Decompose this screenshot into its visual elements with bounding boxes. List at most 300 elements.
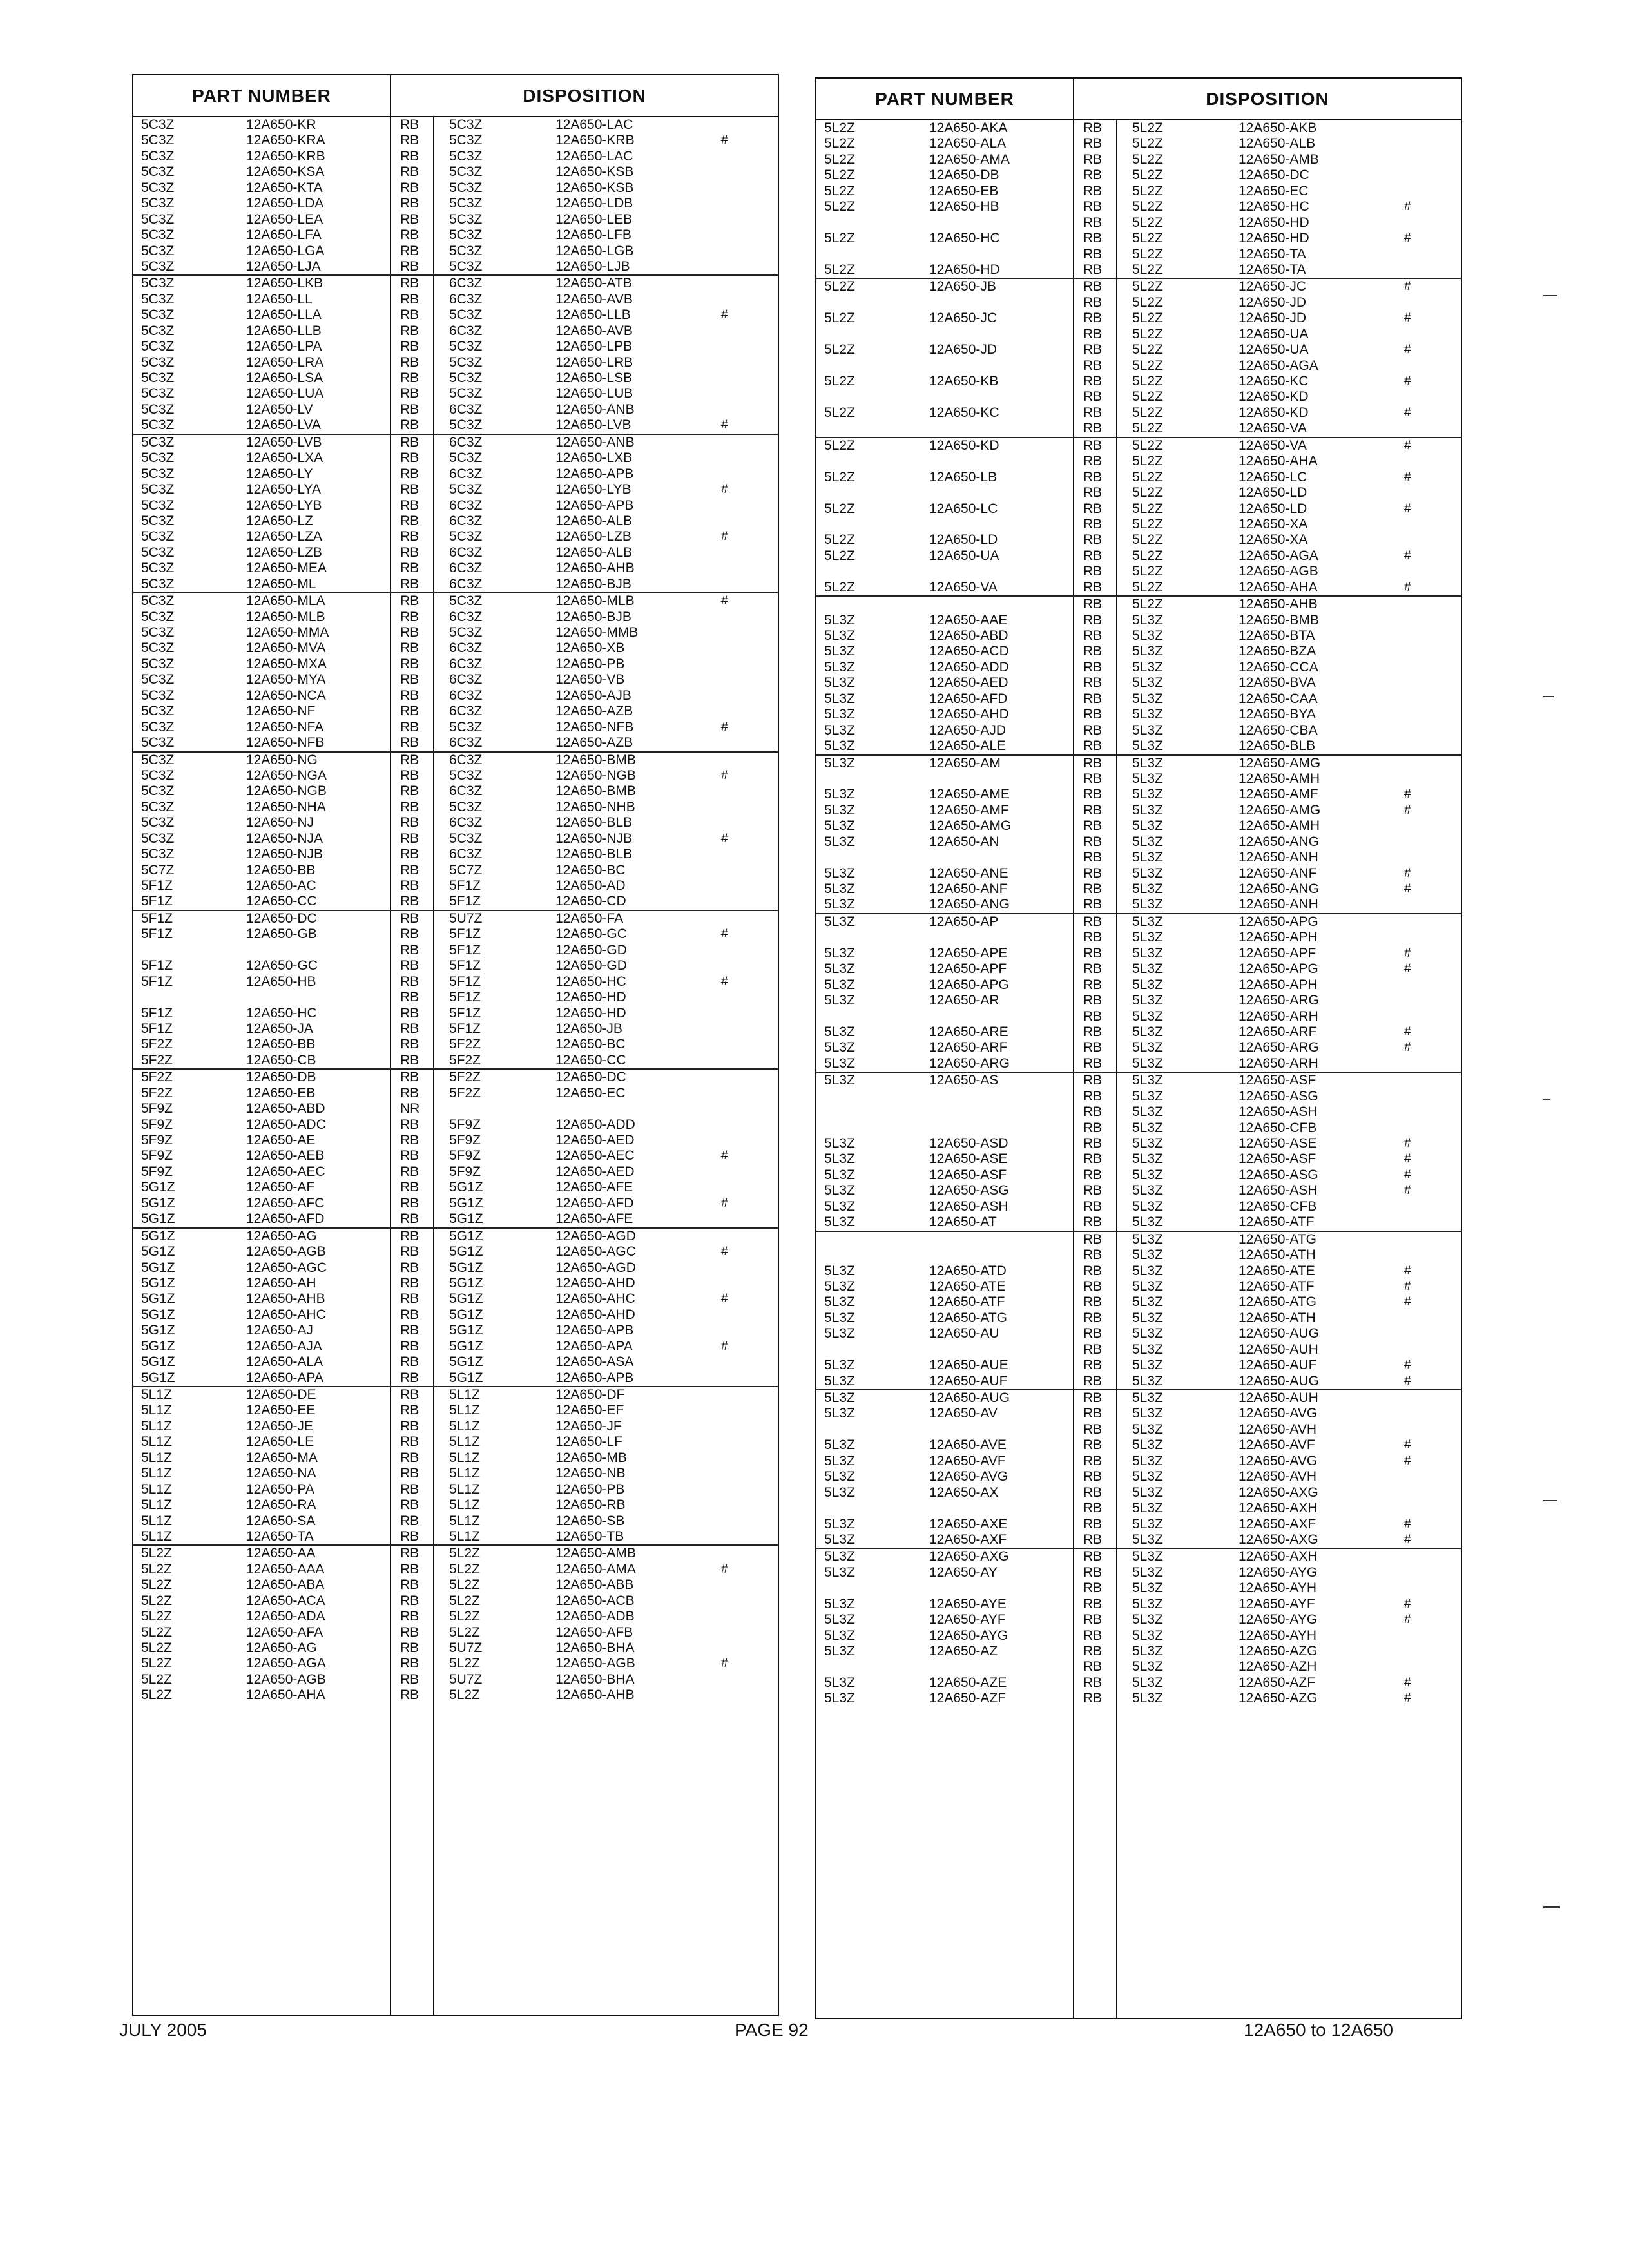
replacement-number: 12A650-AXH bbox=[1239, 1501, 1318, 1516]
disposition-code: RB bbox=[400, 1021, 419, 1036]
table-row bbox=[133, 704, 778, 719]
table-body bbox=[133, 117, 778, 2015]
note-mark: # bbox=[1404, 1675, 1411, 1689]
replacement-number: 12A650-AED bbox=[555, 1133, 635, 1148]
replacement-number: 12A650-BYA bbox=[1239, 707, 1316, 722]
disposition-code: RB bbox=[1083, 993, 1103, 1008]
replacement-prefix: 6C3Z bbox=[449, 576, 483, 591]
disposition-code: RB bbox=[400, 942, 419, 957]
replacement-number: 12A650-AHD bbox=[555, 1275, 635, 1291]
disposition-code: RB bbox=[400, 735, 419, 751]
replacement-number: 12A650-ACB bbox=[555, 1593, 635, 1608]
replacement-prefix: 5L2Z bbox=[1132, 501, 1163, 516]
disposition-code: RB bbox=[400, 894, 419, 909]
part-number: 12A650-ASE bbox=[929, 1151, 1008, 1167]
table-row bbox=[133, 435, 778, 450]
replacement-prefix: 5L3Z bbox=[1132, 1644, 1163, 1658]
part-prefix: 5L3Z bbox=[824, 1373, 855, 1389]
part-number: 12A650-BB bbox=[246, 1037, 316, 1052]
table-row bbox=[816, 470, 1461, 485]
replacement-prefix: 5L3Z bbox=[1132, 1516, 1163, 1532]
replacement-prefix: 5L2Z bbox=[1132, 358, 1163, 373]
replacement-prefix: 5C3Z bbox=[449, 180, 483, 195]
part-number: 12A650-AR bbox=[929, 993, 999, 1008]
disposition-code: RB bbox=[1083, 120, 1103, 135]
disposition-code: RB bbox=[400, 370, 419, 385]
table-row bbox=[133, 482, 778, 497]
part-prefix: 5F1Z bbox=[141, 1021, 173, 1036]
table-row bbox=[816, 152, 1461, 168]
note-mark: # bbox=[1404, 1168, 1411, 1182]
part-number: 12A650-LFA bbox=[246, 227, 322, 243]
replacement-prefix: 5C3Z bbox=[449, 799, 483, 814]
disposition-code: RB bbox=[1083, 1263, 1103, 1278]
disposition-code: RB bbox=[400, 687, 419, 703]
replacement-prefix: 5L3Z bbox=[1132, 1596, 1163, 1611]
table-row bbox=[816, 1024, 1461, 1040]
part-number: 12A650-TA bbox=[246, 1528, 314, 1544]
replacement-number: 12A650-AGD bbox=[555, 1228, 636, 1244]
replacement-prefix: 5C3Z bbox=[449, 227, 483, 243]
table-row bbox=[816, 1232, 1461, 1247]
replacement-prefix: 5L3Z bbox=[1132, 1421, 1163, 1437]
disposition-code: RB bbox=[400, 1561, 419, 1577]
replacement-prefix: 5G1Z bbox=[449, 1370, 483, 1385]
disposition-code: RB bbox=[1083, 358, 1103, 373]
part-prefix: 5L2Z bbox=[141, 1624, 172, 1640]
disposition-code: RB bbox=[400, 1148, 419, 1164]
table-row bbox=[133, 1307, 778, 1323]
part-prefix: 5L3Z bbox=[824, 834, 855, 849]
disposition-code: RB bbox=[1083, 597, 1103, 612]
replacement-prefix: 5L3Z bbox=[1132, 1469, 1163, 1485]
replacement-prefix: 5F1Z bbox=[449, 1021, 481, 1036]
replacement-prefix: 5L3Z bbox=[1132, 1088, 1163, 1104]
table-row bbox=[816, 1215, 1461, 1230]
disposition-code: RB bbox=[1083, 1341, 1103, 1357]
note-mark: # bbox=[1404, 1264, 1411, 1278]
table-row bbox=[133, 958, 778, 974]
table-row bbox=[816, 787, 1461, 802]
note-mark: # bbox=[1404, 1152, 1411, 1166]
part-prefix: 5F9Z bbox=[141, 1101, 173, 1117]
part-prefix: 5G1Z bbox=[141, 1275, 175, 1291]
replacement-prefix: 6C3Z bbox=[449, 291, 483, 307]
disposition-code: RB bbox=[1083, 1278, 1103, 1294]
note-mark: # bbox=[721, 720, 728, 734]
disposition-code: RB bbox=[400, 401, 419, 417]
replacement-number: 12A650-AYF bbox=[1239, 1596, 1315, 1611]
replacement-number: 12A650-NB bbox=[555, 1466, 626, 1481]
part-prefix: 5L1Z bbox=[141, 1466, 172, 1481]
table-row bbox=[133, 292, 778, 307]
replacement-prefix: 5F9Z bbox=[449, 1164, 481, 1179]
replacement-number: 12A650-HD bbox=[1239, 215, 1309, 230]
part-prefix: 5L1Z bbox=[141, 1513, 172, 1528]
part-prefix: 5C3Z bbox=[141, 752, 175, 767]
replacement-number: 12A650-LJB bbox=[555, 258, 630, 274]
part-prefix: 5F1Z bbox=[141, 974, 173, 989]
replacement-prefix: 5L2Z bbox=[1132, 215, 1163, 230]
table-row bbox=[133, 498, 778, 514]
disposition-code: RB bbox=[400, 752, 419, 767]
replacement-prefix: 5L2Z bbox=[1132, 597, 1163, 612]
margin-mark bbox=[1543, 1099, 1550, 1100]
replacement-number: 12A650-CC bbox=[555, 1052, 626, 1068]
table-row bbox=[816, 215, 1461, 231]
replacement-number: 12A650-LD bbox=[1239, 485, 1307, 501]
table-row bbox=[816, 374, 1461, 389]
disposition-code: RB bbox=[1083, 850, 1103, 865]
replacement-prefix: 5L3Z bbox=[1132, 1437, 1163, 1453]
part-number: 12A650-MYA bbox=[246, 672, 326, 687]
replacement-prefix: 5L1Z bbox=[449, 1403, 480, 1418]
replacement-prefix: 5L3Z bbox=[1132, 1055, 1163, 1071]
table-row bbox=[816, 977, 1461, 993]
replacement-prefix: 5L1Z bbox=[449, 1513, 480, 1528]
replacement-prefix: 5G1Z bbox=[449, 1244, 483, 1260]
disposition-code: RB bbox=[1083, 644, 1103, 659]
note-mark: # bbox=[721, 768, 728, 782]
table-row bbox=[133, 657, 778, 672]
part-number: 12A650-AMG bbox=[929, 818, 1012, 834]
replacement-number: 12A650-BVA bbox=[1239, 675, 1316, 691]
replacement-number: 12A650-AEC bbox=[555, 1148, 635, 1164]
table-row bbox=[816, 1644, 1461, 1659]
part-prefix: 5C7Z bbox=[141, 862, 175, 878]
part-number-header: PART NUMBER bbox=[816, 79, 1074, 119]
disposition-code: RB bbox=[1083, 1516, 1103, 1532]
disposition-code: RB bbox=[400, 1180, 419, 1195]
replacement-number: 12A650-KSB bbox=[555, 180, 634, 195]
disposition-code: RB bbox=[400, 307, 419, 323]
part-prefix: 5L1Z bbox=[141, 1497, 172, 1513]
row-group bbox=[133, 593, 778, 752]
part-prefix: 5C3Z bbox=[141, 704, 175, 719]
replacement-number: 12A650-CBA bbox=[1239, 722, 1318, 738]
replacement-number: 12A650-AXG bbox=[1239, 1532, 1318, 1547]
disposition-code: RB bbox=[400, 1593, 419, 1608]
row-group bbox=[133, 1546, 778, 1703]
disposition-code: RB bbox=[1083, 342, 1103, 358]
part-number: 12A650-AGA bbox=[246, 1656, 326, 1671]
part-number: 12A650-GC bbox=[246, 958, 318, 974]
table-row bbox=[133, 1164, 778, 1180]
replacement-prefix: 5L3Z bbox=[1132, 1073, 1163, 1088]
part-prefix: 5F2Z bbox=[141, 1085, 173, 1100]
table-row bbox=[133, 831, 778, 847]
disposition-code: RB bbox=[1083, 1008, 1103, 1024]
part-number: 12A650-AED bbox=[929, 675, 1008, 691]
table-row bbox=[133, 450, 778, 466]
part-prefix: 5C3Z bbox=[141, 847, 175, 862]
disposition-code: RB bbox=[1083, 1628, 1103, 1643]
table-row bbox=[816, 1374, 1461, 1389]
table-row bbox=[816, 1089, 1461, 1104]
part-number: 12A650-UA bbox=[929, 548, 999, 563]
part-number: 12A650-LB bbox=[929, 469, 998, 485]
disposition-code: RB bbox=[400, 544, 419, 560]
part-number: 12A650-ML bbox=[246, 576, 316, 591]
disposition-code: RB bbox=[1083, 897, 1103, 912]
disposition-code: RB bbox=[400, 1133, 419, 1148]
part-number: 12A650-LEA bbox=[246, 211, 323, 227]
disposition-code: RB bbox=[400, 593, 419, 609]
part-number: 12A650-AUF bbox=[929, 1373, 1008, 1389]
disposition-code: RB bbox=[400, 704, 419, 719]
part-number: 12A650-AGB bbox=[246, 1671, 326, 1687]
table-row bbox=[816, 993, 1461, 1008]
note-mark: # bbox=[1404, 343, 1411, 357]
table-row bbox=[816, 405, 1461, 421]
replacement-prefix: 5C3Z bbox=[449, 164, 483, 180]
part-number: 12A650-DC bbox=[246, 910, 317, 926]
table-row bbox=[816, 421, 1461, 436]
table-row bbox=[133, 529, 778, 544]
replacement-number: 12A650-ASG bbox=[1239, 1167, 1318, 1182]
replacement-prefix: 6C3Z bbox=[449, 609, 483, 624]
disposition-code: RB bbox=[1083, 722, 1103, 738]
replacement-number: 12A650-KC bbox=[1239, 374, 1309, 389]
note-mark: # bbox=[721, 530, 728, 544]
replacement-number: 12A650-AMF bbox=[1239, 787, 1318, 802]
replacement-number: 12A650-KSB bbox=[555, 164, 634, 180]
table-row bbox=[133, 1387, 778, 1403]
part-prefix: 5C3Z bbox=[141, 497, 175, 513]
replacement-prefix: 5L3Z bbox=[1132, 1294, 1163, 1310]
disposition-code: RB bbox=[400, 576, 419, 591]
table-row bbox=[133, 735, 778, 751]
replacement-number: 12A650-CAA bbox=[1239, 691, 1318, 706]
table-row bbox=[816, 1311, 1461, 1326]
replacement-number: 12A650-TA bbox=[1239, 262, 1306, 277]
replacement-number: 12A650-TB bbox=[555, 1528, 624, 1544]
table-row bbox=[816, 1517, 1461, 1532]
replacement-prefix: 5F2Z bbox=[449, 1085, 481, 1100]
replacement-prefix: 5F1Z bbox=[449, 1005, 481, 1021]
replacement-number: 12A650-AD bbox=[555, 878, 626, 893]
table-row bbox=[133, 259, 778, 274]
part-number: 12A650-ANG bbox=[929, 897, 1010, 912]
part-prefix: 5C3Z bbox=[141, 513, 175, 528]
disposition-code: RB bbox=[400, 1052, 419, 1068]
replacement-prefix: 5U7Z bbox=[449, 1671, 483, 1687]
replacement-number: 12A650-ATG bbox=[1239, 1294, 1317, 1310]
part-number: 12A650-LZB bbox=[246, 544, 322, 560]
disposition-code: RB bbox=[1083, 168, 1103, 183]
replacement-number: 12A650-AVB bbox=[555, 291, 633, 307]
replacement-number: 12A650-ALB bbox=[555, 513, 633, 528]
part-prefix: 5L1Z bbox=[141, 1481, 172, 1497]
replacement-prefix: 5L2Z bbox=[1132, 374, 1163, 389]
replacement-number: 12A650-AUF bbox=[1239, 1358, 1317, 1373]
table-row bbox=[816, 1406, 1461, 1421]
disposition-code: RB bbox=[400, 1656, 419, 1671]
part-number: 12A650-ADA bbox=[246, 1609, 325, 1624]
part-number: 12A650-LLA bbox=[246, 307, 322, 323]
replacement-number: 12A650-BC bbox=[555, 862, 626, 878]
disposition-code: RB bbox=[1083, 516, 1103, 532]
replacement-number: 12A650-ATF bbox=[1239, 1278, 1315, 1294]
replacement-number: 12A650-AGB bbox=[1239, 564, 1318, 579]
replacement-prefix: 6C3Z bbox=[449, 640, 483, 656]
replacement-number: 12A650-NJB bbox=[555, 831, 633, 846]
disposition-code: RB bbox=[1083, 183, 1103, 198]
part-number: 12A650-ABA bbox=[246, 1577, 325, 1593]
replacement-prefix: 6C3Z bbox=[449, 561, 483, 576]
table-row bbox=[133, 307, 778, 323]
table-row bbox=[816, 389, 1461, 405]
table-row bbox=[133, 1196, 778, 1211]
replacement-number: 12A650-CFB bbox=[1239, 1198, 1317, 1214]
part-number: 12A650-AVF bbox=[929, 1453, 1006, 1468]
disposition-code: RB bbox=[400, 1307, 419, 1322]
part-prefix: 5L3Z bbox=[824, 1055, 855, 1071]
part-number: 12A650-NGB bbox=[246, 783, 327, 799]
table-row bbox=[816, 771, 1461, 787]
part-number: 12A650-JD bbox=[929, 342, 998, 358]
replacement-number: 12A650-LZB bbox=[555, 529, 631, 544]
part-number: 12A650-NA bbox=[246, 1466, 316, 1481]
table-row bbox=[816, 262, 1461, 278]
row-group bbox=[816, 438, 1461, 597]
part-number: 12A650-CB bbox=[246, 1052, 316, 1068]
replacement-number: 12A650-ASA bbox=[555, 1354, 634, 1370]
replacement-prefix: 5L3Z bbox=[1132, 865, 1163, 881]
replacement-number: 12A650-ASH bbox=[1239, 1183, 1318, 1198]
replacement-number: 12A650-AMG bbox=[1239, 755, 1321, 771]
disposition-code: RB bbox=[1083, 1198, 1103, 1214]
part-prefix: 5L2Z bbox=[824, 579, 855, 595]
disposition-code: RB bbox=[400, 656, 419, 671]
disposition-code: RB bbox=[400, 1403, 419, 1418]
part-prefix: 5L3Z bbox=[824, 1326, 855, 1341]
part-number-header: PART NUMBER bbox=[133, 75, 391, 116]
part-prefix: 5L2Z bbox=[824, 262, 855, 277]
replacement-number: 12A650-PB bbox=[555, 656, 625, 671]
replacement-number: 12A650-KD bbox=[1239, 405, 1309, 420]
replacement-prefix: 5C3Z bbox=[449, 258, 483, 274]
table-row bbox=[133, 1021, 778, 1037]
table-row bbox=[133, 180, 778, 196]
table-row bbox=[133, 1593, 778, 1609]
replacement-number: 12A650-APG bbox=[1239, 961, 1318, 977]
table-row bbox=[133, 1133, 778, 1148]
disposition-code: RB bbox=[1083, 755, 1103, 771]
table-row bbox=[133, 545, 778, 561]
table-row bbox=[816, 723, 1461, 738]
disposition-code: RB bbox=[400, 1546, 419, 1561]
table-row bbox=[133, 610, 778, 625]
part-prefix: 5L2Z bbox=[824, 136, 855, 151]
replacement-number: 12A650-DC bbox=[555, 1070, 626, 1085]
replacement-number: 12A650-ASH bbox=[1239, 1104, 1318, 1120]
replacement-number: 12A650-AZB bbox=[555, 704, 633, 719]
part-prefix: 5F1Z bbox=[141, 910, 173, 926]
replacement-number: 12A650-LSB bbox=[555, 370, 633, 385]
row-group bbox=[816, 1390, 1461, 1549]
replacement-number: 12A650-VB bbox=[555, 672, 625, 687]
replacement-number: 12A650-JC bbox=[1239, 279, 1307, 294]
replacement-prefix: 5L3Z bbox=[1132, 707, 1163, 722]
replacement-number: 12A650-GD bbox=[555, 958, 627, 974]
part-prefix: 5F2Z bbox=[141, 1070, 173, 1085]
replacement-number: 12A650-ALB bbox=[1239, 136, 1316, 151]
replacement-number: 12A650-AFD bbox=[555, 1195, 634, 1211]
replacement-number: 12A650-LVB bbox=[555, 418, 631, 433]
replacement-number: 12A650-ADB bbox=[555, 1609, 635, 1624]
replacement-prefix: 5C3Z bbox=[449, 831, 483, 846]
table-row bbox=[816, 1056, 1461, 1072]
table-row bbox=[816, 1104, 1461, 1120]
part-number: 12A650-ACD bbox=[929, 644, 1009, 659]
part-number: 12A650-AA bbox=[246, 1546, 316, 1561]
part-prefix: 5C3Z bbox=[141, 656, 175, 671]
note-mark: # bbox=[1404, 280, 1411, 294]
part-prefix: 5C3Z bbox=[141, 211, 175, 227]
replacement-number: 12A650-EF bbox=[555, 1403, 624, 1418]
note-mark: # bbox=[1404, 1295, 1411, 1309]
table-row bbox=[816, 675, 1461, 691]
part-prefix: 5L3Z bbox=[824, 881, 855, 896]
disposition-code: RB bbox=[400, 831, 419, 846]
part-number: 12A650-AGC bbox=[246, 1260, 327, 1275]
part-number: 12A650-MLA bbox=[246, 593, 325, 609]
replacement-prefix: 5L2Z bbox=[1132, 326, 1163, 341]
replacement-number: 12A650-AMA bbox=[555, 1561, 636, 1577]
replacement-prefix: 5L2Z bbox=[449, 1609, 480, 1624]
part-prefix: 5C3Z bbox=[141, 323, 175, 338]
replacement-prefix: 5L3Z bbox=[1132, 1215, 1163, 1230]
replacement-prefix: 5C3Z bbox=[449, 307, 483, 323]
disposition-code: RB bbox=[1083, 1167, 1103, 1182]
part-prefix: 5C3Z bbox=[141, 719, 175, 735]
row-group bbox=[816, 597, 1461, 755]
part-prefix: 5G1Z bbox=[141, 1211, 175, 1227]
table-row bbox=[133, 878, 778, 894]
replacement-prefix: 5L3Z bbox=[1132, 1549, 1163, 1564]
replacement-number: 12A650-AZG bbox=[1239, 1691, 1318, 1706]
part-prefix: 5C3Z bbox=[141, 258, 175, 274]
replacement-number: 12A650-HD bbox=[555, 990, 626, 1005]
part-number: 12A650-AVE bbox=[929, 1437, 1007, 1453]
table-row bbox=[816, 628, 1461, 644]
disposition-code: RB bbox=[400, 927, 419, 942]
part-prefix: 5L3Z bbox=[824, 1644, 855, 1658]
part-number: 12A650-AH bbox=[246, 1275, 316, 1291]
disposition-code: RB bbox=[1083, 1247, 1103, 1263]
part-number: 12A650-ARG bbox=[929, 1055, 1010, 1071]
part-prefix: 5L2Z bbox=[824, 548, 855, 563]
part-number: 12A650-EB bbox=[929, 183, 999, 198]
part-number: 12A650-ABD bbox=[246, 1101, 325, 1117]
part-prefix: 5L2Z bbox=[141, 1671, 172, 1687]
part-number: 12A650-AYG bbox=[929, 1628, 1008, 1643]
disposition-code: NR bbox=[400, 1101, 420, 1117]
replacement-number: 12A650-PB bbox=[555, 1481, 625, 1497]
table-row bbox=[133, 593, 778, 609]
part-prefix: 5L3Z bbox=[824, 1167, 855, 1182]
table-row bbox=[816, 866, 1461, 881]
part-prefix: 5G1Z bbox=[141, 1180, 175, 1195]
part-number: 12A650-AXE bbox=[929, 1516, 1008, 1532]
disposition-code: RB bbox=[400, 1037, 419, 1052]
part-number: 12A650-HB bbox=[929, 199, 999, 215]
disposition-code: RB bbox=[400, 1338, 419, 1354]
replacement-prefix: 6C3Z bbox=[449, 323, 483, 338]
part-prefix: 5G1Z bbox=[141, 1354, 175, 1370]
replacement-number: 12A650-SB bbox=[555, 1513, 625, 1528]
